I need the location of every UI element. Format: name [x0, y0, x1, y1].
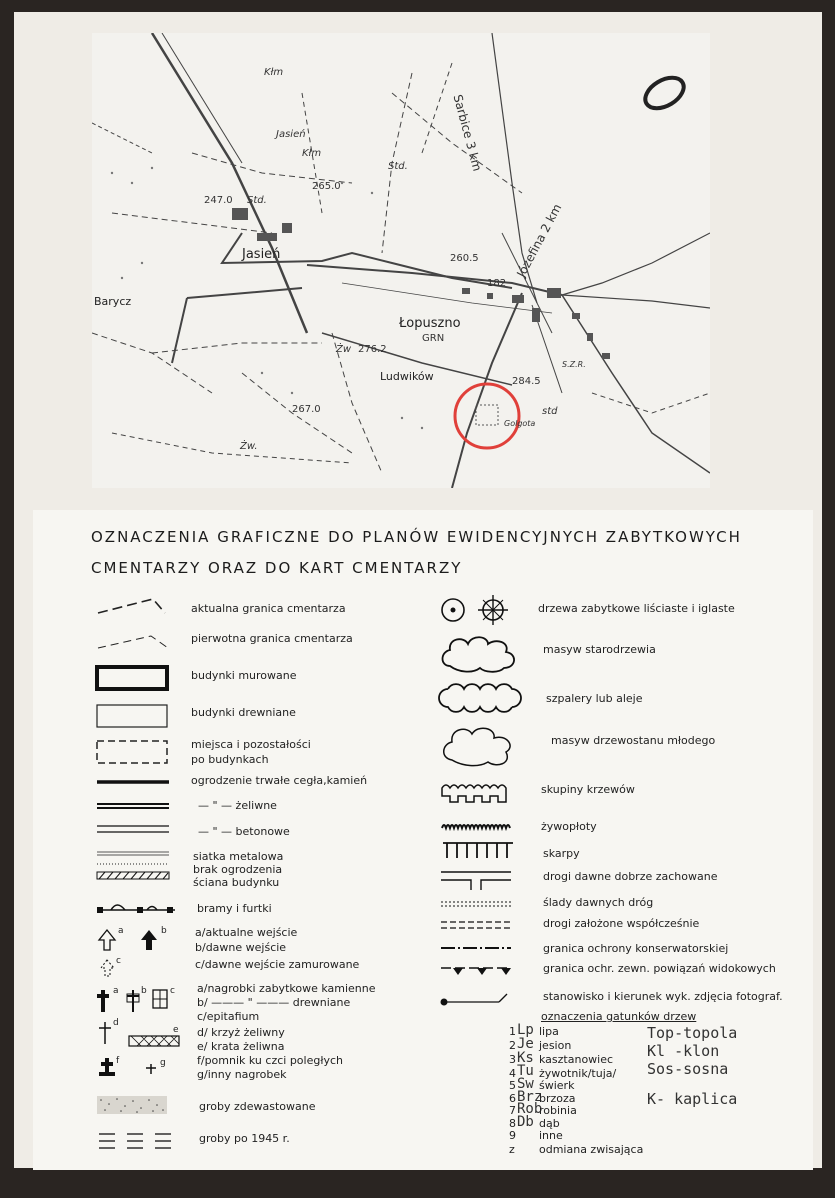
legend-right-label: granica ochrony konserwatorskiej: [543, 942, 729, 955]
legend-right-label: drzewa zabytkowe liściaste i iglaste: [538, 602, 735, 615]
tree-code: Brz: [517, 1089, 543, 1105]
map-small-label: 247.0: [204, 195, 233, 206]
map-drawing: [92, 33, 710, 488]
typed-note: Sos-sosna: [647, 1060, 729, 1078]
legend-right-label: żywopłoty: [541, 820, 597, 833]
devastated-graves-symbol: [95, 1094, 175, 1118]
tree-name: inne: [539, 1129, 563, 1142]
current-boundary-symbol: [93, 595, 193, 635]
tree-number: 2: [509, 1039, 516, 1052]
map-small-label: Jasień: [276, 129, 306, 140]
legend-right-label: szpalery lub aleje: [546, 692, 643, 705]
legend-right-label: ślady dawnych dróg: [543, 896, 654, 909]
legend-left-label: pierwotna granica cmentarza: [191, 632, 353, 645]
map-small-label: Golgota: [504, 419, 536, 428]
legend-title-line2: CMENTARZY ORAZ DO KART CMENTARZY: [91, 559, 463, 577]
legend-left-label: ogrodzenie trwałe cegła,kamień: [191, 774, 368, 787]
brick-building-symbol: [95, 665, 175, 693]
legend-left-label: e/ krata żeliwna: [197, 1040, 285, 1053]
tree-code: Rob: [517, 1101, 543, 1117]
tree-name: lipa: [539, 1025, 559, 1038]
map-small-label: 260.5: [450, 253, 479, 264]
tree-name: jesion: [539, 1039, 572, 1052]
tree-number: 9: [509, 1129, 516, 1142]
legend-left-label: f/pomnik ku czci poległych: [197, 1054, 343, 1067]
legend-title-line1: OZNACZENIA GRAFICZNE DO PLANÓW EWIDENCYJNYCH ZABYTKOWYCH: [91, 528, 742, 546]
legend-right-label: oznaczenia gatunków drzew: [541, 1010, 697, 1023]
tree-number: 1: [509, 1025, 516, 1038]
map-small-label: std: [542, 406, 558, 417]
tree-code: Lp: [517, 1022, 534, 1038]
legend-right-label: stanowisko i kierunek wyk. zdjęcia fotograf.: [543, 990, 783, 1003]
legend-left-label: — " — żeliwne: [198, 799, 277, 812]
legend-left-label: c/epitafium: [197, 1010, 260, 1023]
map-label-grn: GRN: [422, 333, 445, 344]
typed-note: K- kaplica: [647, 1090, 738, 1108]
symbol-letter: b: [141, 986, 147, 996]
map-small-label: Std.: [388, 161, 408, 172]
map-small-label: Żw: [336, 344, 352, 355]
walled-entrance-symbol: [99, 958, 129, 980]
map-small-label: Kłm: [302, 148, 322, 159]
legend-left-label: po budynkach: [191, 753, 269, 766]
road-line-symbols: [439, 898, 519, 958]
tree-name: brzoza: [539, 1092, 576, 1105]
legend-right-label: masyw starodrzewia: [543, 643, 656, 656]
tree-number: 7: [509, 1104, 516, 1117]
tree-code: Je: [517, 1036, 534, 1052]
legend-left-label: brak ogrodzenia: [193, 863, 283, 876]
legend-left-label: aktualna granica cmentarza: [191, 602, 346, 615]
legend-left-label: budynki drewniane: [191, 706, 296, 719]
tree-name: świerk: [539, 1079, 575, 1092]
legend-left-label: c/dawne wejście zamurowane: [195, 958, 360, 971]
legend-left-label: g/inny nagrobek: [197, 1068, 287, 1081]
legend-sheet: [33, 510, 813, 1170]
view-protection-line-symbol: [439, 962, 519, 980]
legend-left-label: d/ krzyż żeliwny: [197, 1026, 285, 1039]
symbol-letter: a: [113, 986, 119, 996]
typed-note: Top-topola: [647, 1024, 738, 1042]
legend-left-label: — " — betonowe: [198, 825, 290, 838]
map-label-lopuszno: Łopuszno: [399, 316, 461, 331]
legend-left-label: siatka metalowa: [193, 850, 284, 863]
fence-symbols: [95, 772, 175, 872]
tree-code: Db: [517, 1114, 534, 1130]
legend-right-label: skarpy: [543, 847, 580, 860]
legend-right-label: drogi dawne dobrze zachowane: [543, 870, 718, 883]
tree-alleys-symbol: [438, 685, 528, 711]
map-small-label: 276.2: [358, 344, 387, 355]
map-small-label: 182: [487, 278, 507, 289]
old-roads-symbol: [439, 866, 519, 894]
tree-code: Ks: [517, 1050, 534, 1066]
typed-note: Kl -klon: [647, 1042, 720, 1060]
tree-name: żywotnik/tuja/: [539, 1067, 617, 1080]
tree-number: 4: [509, 1067, 516, 1080]
hedges-symbol: [438, 820, 528, 832]
symbol-letter: d: [113, 1018, 119, 1028]
map-small-label: Żw.: [240, 441, 258, 452]
legend-left-label: a/nagrobki zabytkowe kamienne: [197, 982, 376, 995]
tree-name: robinia: [539, 1104, 577, 1117]
tree-number: z: [509, 1143, 515, 1156]
legend-left-label: ściana budynku: [193, 876, 280, 889]
legend-left-label: budynki murowane: [191, 669, 297, 682]
symbol-letter: a: [118, 926, 124, 936]
map-label-jasien: Jasień: [242, 247, 281, 262]
tree-code: Sw: [517, 1076, 534, 1092]
symbol-letter: f: [116, 1056, 120, 1066]
map-small-label: 267.0: [292, 404, 321, 415]
tree-name: odmiana zwisająca: [539, 1143, 644, 1156]
legend-left-label: miejsca i pozostałości: [191, 738, 311, 751]
map-small-label: 265.0: [312, 181, 341, 192]
map-label-jozefina: Józefina 2 km: [514, 201, 565, 280]
former-building-symbol: [95, 739, 175, 767]
building-wall-symbol: [95, 870, 175, 882]
old-tree-mass-symbol: [438, 630, 528, 675]
legend-left-label: a/aktualne wejście: [195, 926, 298, 939]
map-small-label: Std.: [247, 195, 267, 206]
location-map: [92, 33, 710, 488]
tree-number: 5: [509, 1079, 516, 1092]
legend-left-label: bramy i furtki: [197, 902, 272, 915]
legend-left-label: b/ ——— " ——— drewniane: [197, 996, 351, 1009]
original-boundary-symbol: [93, 630, 193, 660]
cemetery-highlight-circle: [455, 384, 519, 448]
escarpment-symbol: [441, 840, 521, 862]
historic-trees-symbol: [439, 594, 519, 628]
tree-code: Tu: [517, 1063, 534, 1079]
legend-left-label: groby po 1945 r.: [199, 1132, 290, 1145]
legend-right-label: masyw drzewostanu młodego: [551, 734, 716, 747]
map-label-ludwikow: Ludwików: [380, 370, 434, 383]
tree-number: 6: [509, 1092, 516, 1105]
tree-number: 8: [509, 1117, 516, 1130]
legend-left-label: groby zdewastowane: [199, 1100, 316, 1113]
map-small-label: Kłm: [264, 67, 284, 78]
photo-position-symbol: [439, 990, 519, 1010]
legend-left-label: b/dawne wejście: [195, 941, 287, 954]
wooden-building-symbol: [95, 703, 175, 731]
symbol-letter: e: [173, 1025, 179, 1035]
tree-number: 3: [509, 1053, 516, 1066]
symbol-letter: g: [160, 1058, 166, 1068]
shrub-groups-symbol: [438, 780, 528, 810]
map-small-label: 284.5: [512, 376, 541, 387]
map-small-label: S.Z.R.: [562, 360, 586, 369]
tree-name: dąb: [539, 1117, 560, 1130]
legend-right-label: skupiny krzewów: [541, 783, 635, 796]
symbol-letter: b: [161, 926, 167, 936]
map-label-barycz: Barycz: [94, 295, 132, 308]
symbol-letter: c: [116, 956, 121, 966]
tree-name: kasztanowiec: [539, 1053, 614, 1066]
post-1945-graves-symbol: [95, 1130, 185, 1154]
legend-right-label: drogi założone współcześnie: [543, 917, 700, 930]
legend-right-label: granica ochr. zewn. powiązań widokowych: [543, 962, 776, 975]
gates-symbol: [95, 898, 185, 918]
young-tree-mass-symbol: [438, 720, 528, 770]
map-label-sarbice: Sarbice 3 km: [450, 93, 485, 173]
symbol-letter: c: [170, 986, 175, 996]
